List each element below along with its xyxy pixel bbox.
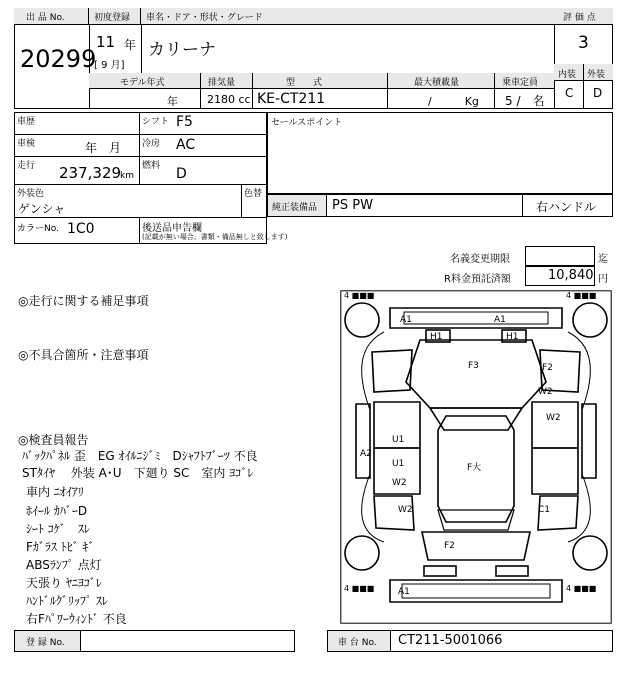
inspection-label: 車検 [17,139,36,149]
color-change-label: 色替 [244,189,263,199]
damage-mark: F3 [468,361,479,371]
capacity: 5 / 名 [505,94,545,108]
model: KE-CT211 [257,91,326,107]
tire-label: 4 ■■■ [566,291,597,300]
tire-label: 4 ■■■ [566,584,597,593]
inspector-line: 車内 ﾆｵｲｱﾘ [26,485,84,499]
post-doc-note: (記載が無い場合、書類・備品無しと致します) [142,233,288,241]
history-label: 車歴 [17,117,36,127]
driving-label: ◎走行に関する補足事項 [18,294,149,308]
equipment: PS PW [332,198,373,213]
damage-mark: H1 [430,332,443,342]
recycle-value: 10,840 [548,268,594,283]
lot-no-label: 出 品 No. [26,13,65,23]
damage-mark: H1 [506,332,519,342]
inspector-line: 右Fﾊﾟﾜｰｳｨﾝﾄﾞ 不良 [26,612,127,626]
chassis-no: CT211-5001066 [398,633,503,648]
year-unit: 年 [124,38,137,52]
damage-mark: A2 [360,449,372,459]
lot-no: 20299 [20,45,97,73]
first-reg-month: [ 9 月] [94,60,125,71]
chassis-label: 車 台 No. [338,638,377,648]
damage-mark: A1 [400,315,412,325]
first-reg-label: 初度登録 [94,13,131,23]
model-label: 型 式 [286,78,323,88]
max-load-label: 最大積載量 [414,78,460,88]
damage-mark: U1 [392,459,405,469]
inspector-line: ﾎｲｰﾙ ｶﾊﾞｰD [26,504,88,518]
interior-label: 内装 [558,70,577,80]
steering: 右ハンドル [536,200,597,214]
mileage-unit: km [120,171,134,181]
ac-label: 冷房 [142,139,161,149]
damage-mark: W2 [392,478,407,488]
inspector-line: ﾊﾝﾄﾞﾙｸﾞﾘｯﾌﾟ ｽﾚ [26,594,108,608]
mileage-label: 走行 [17,161,36,171]
post-doc-label: 後送品申告欄 [142,223,202,234]
exterior-grade: D [593,86,603,100]
fuel: D [176,166,187,182]
name-change-value [525,246,595,266]
rating-label: 評 価 点 [563,13,596,23]
damage-marks [360,315,561,597]
color-no: 1C0 [67,221,95,237]
damage-mark: U1 [392,435,405,445]
defects-label: ◎不具合箇所・注意事項 [18,348,149,362]
damage-mark: F2 [444,541,455,551]
max-load: / Kg [428,95,479,108]
damage-mark: F2 [542,363,553,373]
tire-labels [344,291,596,593]
displacement-label: 排気量 [208,78,236,88]
damage-mark: A1 [494,315,506,325]
inspection-value: 年 月 [85,141,122,155]
fuel-label: 燃料 [142,161,161,171]
displacement: 2180 cc [207,93,251,106]
equipment-label: 純正装備品 [272,203,318,213]
capacity-label: 乗車定員 [502,78,539,88]
car-name-label: 車名・ドア・形状・グレード [146,13,263,23]
tire-label: 4 ■■■ [344,584,375,593]
inspector-line: ﾊﾞｯｸﾊﾟﾈﾙ 歪 EG ｵｲﾙﾆｼﾞﾐ Dｼｬﾌﾄﾌﾞｰﾂ 不良 [22,449,258,463]
damage-mark: F大 [467,463,482,473]
damage-mark: W2 [546,413,561,423]
reg-no-label: 登 録 No. [26,638,65,648]
damage-mark: C1 [538,505,551,515]
color-no-label: カラーNo. [17,224,59,234]
damage-mark: A1 [398,587,410,597]
model-year-label: モデル年式 [120,78,165,88]
car-damage-diagram [340,290,612,624]
damage-mark: W2 [398,505,413,515]
inspector-label: ◎検査員報告 [18,433,89,447]
car-name: カリーナ [148,40,216,60]
interior-grade: C [565,86,574,100]
inspector-line: Fｶﾞﾗｽ ﾄﾋﾞ ｷﾞ [26,540,95,554]
ac: AC [176,137,196,153]
first-reg-year: 11 [96,33,116,51]
name-change-unit: 迄 [598,254,608,265]
inspector-line: ｼｰﾄ ｺｹﾞ ｽﾚ [26,522,90,536]
mileage: 237,329 [59,164,122,182]
name-change-label: 名義変更期限 [450,254,510,265]
damage-mark: W2 [538,387,553,397]
tire-label: 4 ■■■ [344,291,375,300]
ext-color-label: 外装色 [17,189,45,199]
rating: 3 [578,33,589,53]
shift-label: シフト [142,117,170,127]
model-year-unit: 年 [167,95,178,108]
ext-color: ゲンシャ [18,202,66,216]
sales-point-label: セールスポイント [271,118,343,128]
inspector-line: STﾀｲﾔ 外装 A･U 下廻り SC 室内 ﾖｺﾞﾚ [22,466,254,480]
recycle-label: R料金預託済額 [444,274,511,285]
shift: F5 [176,114,193,130]
recycle-unit: 円 [598,274,608,285]
inspector-line: 天張り ﾔﾆﾖｺﾞﾚ [26,576,102,590]
exterior-label: 外装 [587,70,606,80]
inspector-line: ABSﾗﾝﾌﾟ 点灯 [26,558,102,572]
